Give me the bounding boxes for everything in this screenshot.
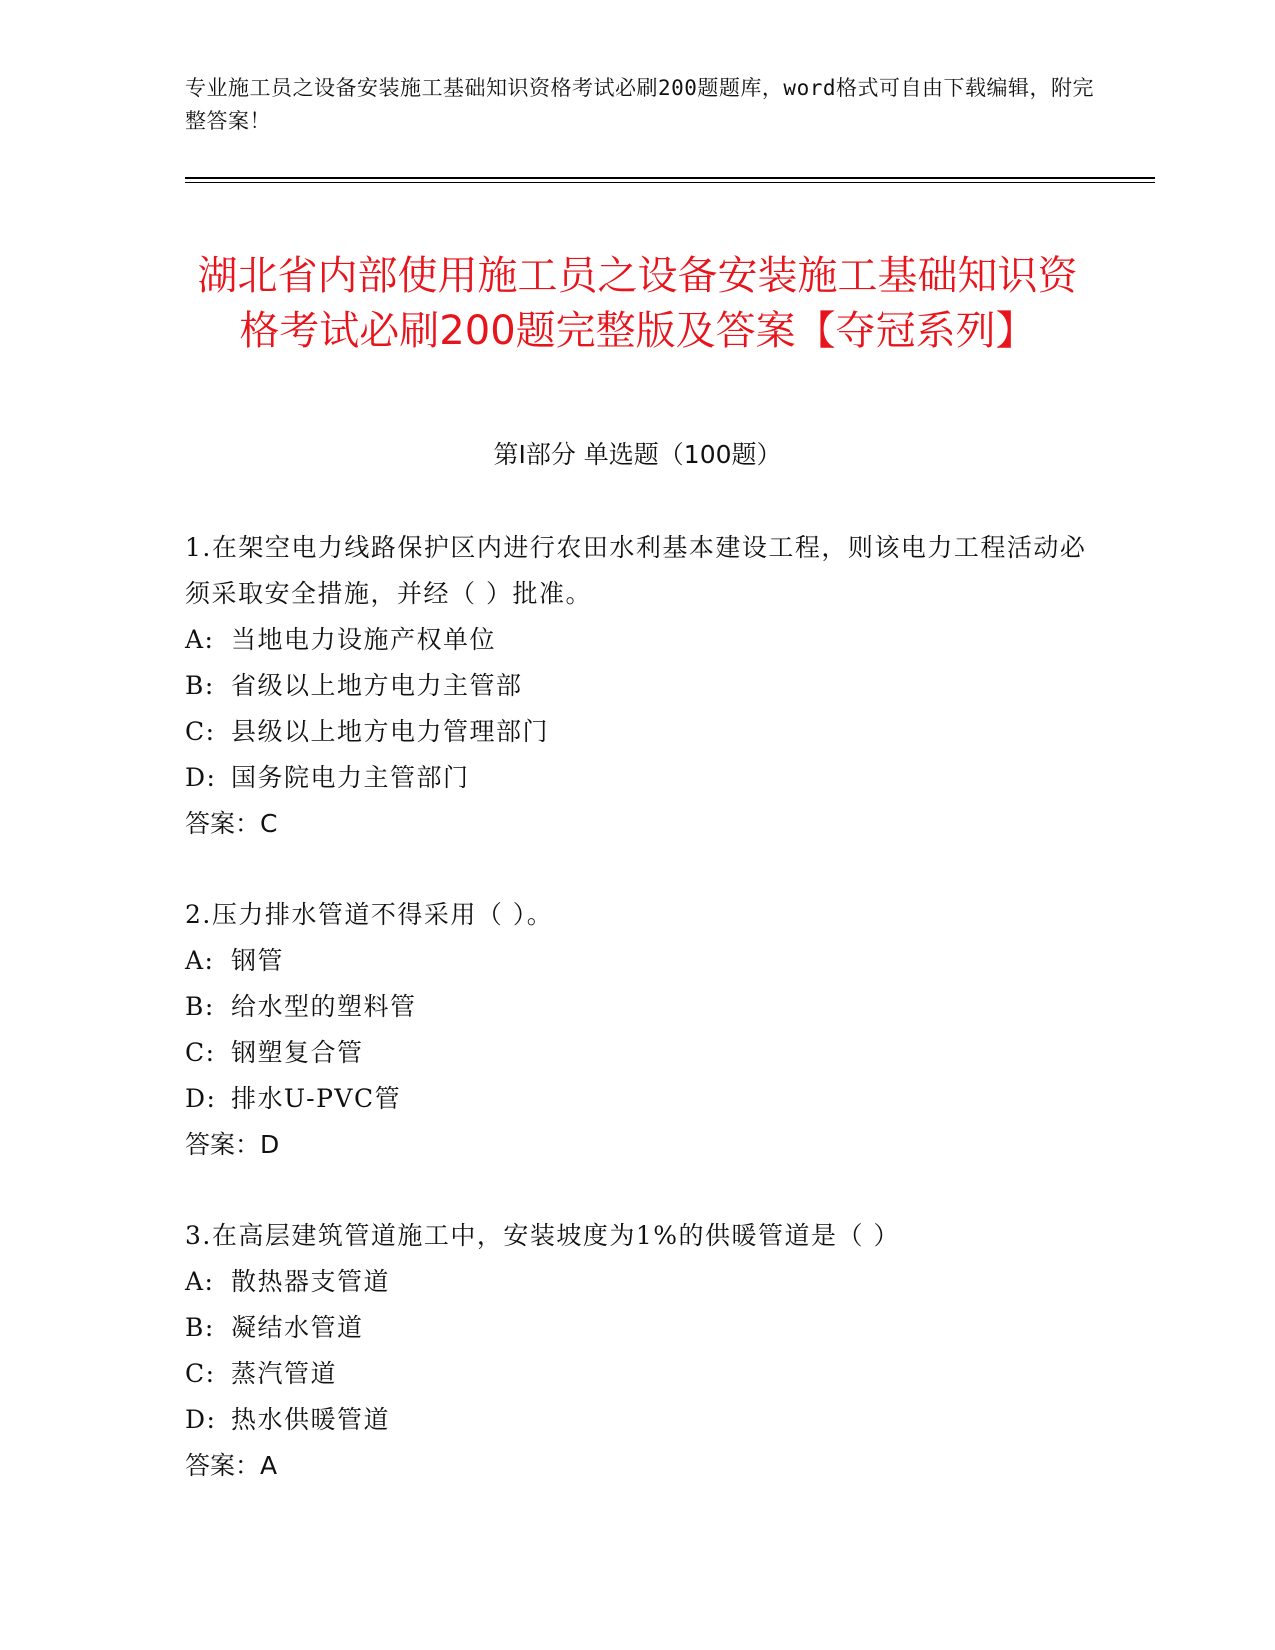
answer-value: D: [260, 1130, 280, 1159]
question-list: [185, 525, 1090, 1534]
option-text: 散热器支管道: [231, 1267, 391, 1296]
option-text: 排水U-PVC管: [231, 1084, 402, 1113]
option-d: [185, 1076, 1090, 1122]
question-3: [185, 1213, 1090, 1489]
header-note: 专业施工员之设备安装施工基础知识资格考试必刷200题题库，word格式可自由下载编辑，附完整答案！: [185, 76, 1094, 133]
answer-line: [185, 1122, 1090, 1168]
option-text: 当地电力设施产权单位: [231, 625, 497, 654]
option-letter: C:: [185, 717, 216, 746]
header-rule-thick: [185, 177, 1155, 179]
option-c: [185, 709, 1090, 755]
option-letter: B:: [185, 671, 215, 700]
option-letter: A:: [185, 946, 215, 975]
answer-label: 答案：: [185, 1130, 261, 1159]
option-text: 钢管: [231, 946, 285, 975]
header-rule-thin: [185, 182, 1155, 183]
question-text: 3.在高层建筑管道施工中，安装坡度为1%的供暖管道是（ ）: [185, 1221, 900, 1250]
option-letter: A:: [185, 1267, 215, 1296]
option-letter: C:: [185, 1038, 216, 1067]
option-b: [185, 663, 1090, 709]
answer-line: [185, 801, 1090, 847]
question-1: [185, 525, 1090, 847]
option-c: [185, 1351, 1090, 1397]
document-title: 湖北省内部使用施工员之设备安装施工基础知识资格考试必刷200题完整版及答案【夺冠系列】: [197, 252, 1078, 354]
option-letter: D:: [185, 1084, 217, 1113]
option-letter: A:: [185, 625, 215, 654]
option-text: 国务院电力主管部门: [231, 763, 470, 792]
option-letter: C:: [185, 1359, 216, 1388]
option-text: 凝结水管道: [231, 1313, 364, 1342]
option-text: 省级以上地方电力主管部: [231, 671, 523, 700]
question-text: 1.在架空电力线路保护区内进行农田水利基本建设工程，则该电力工程活动必须采取安全措施，并经（ ）批准。: [185, 533, 1087, 608]
option-text: 热水供暖管道: [231, 1405, 391, 1434]
option-c: [185, 1030, 1090, 1076]
option-text: 蒸汽管道: [231, 1359, 338, 1388]
option-d: [185, 755, 1090, 801]
option-letter: B:: [185, 1313, 215, 1342]
option-letter: D:: [185, 1405, 217, 1434]
option-text: 县级以上地方电力管理部门: [231, 717, 550, 746]
question-2: [185, 892, 1090, 1168]
answer-line: [185, 1443, 1090, 1489]
answer-value: C: [260, 809, 278, 838]
option-a: [185, 617, 1090, 663]
option-letter: B:: [185, 992, 215, 1021]
answer-label: 答案：: [185, 1451, 261, 1480]
option-text: 钢塑复合管: [231, 1038, 364, 1067]
option-b: [185, 984, 1090, 1030]
option-letter: D:: [185, 763, 217, 792]
answer-label: 答案：: [185, 809, 261, 838]
option-b: [185, 1305, 1090, 1351]
option-d: [185, 1397, 1090, 1443]
option-a: [185, 1259, 1090, 1305]
option-text: 给水型的塑料管: [231, 992, 417, 1021]
answer-value: A: [260, 1451, 278, 1480]
section-heading: 第Ⅰ部分 单选题（100题）: [493, 440, 782, 469]
option-a: [185, 938, 1090, 984]
question-text: 2.压力排水管道不得采用（ ）。: [185, 900, 554, 929]
